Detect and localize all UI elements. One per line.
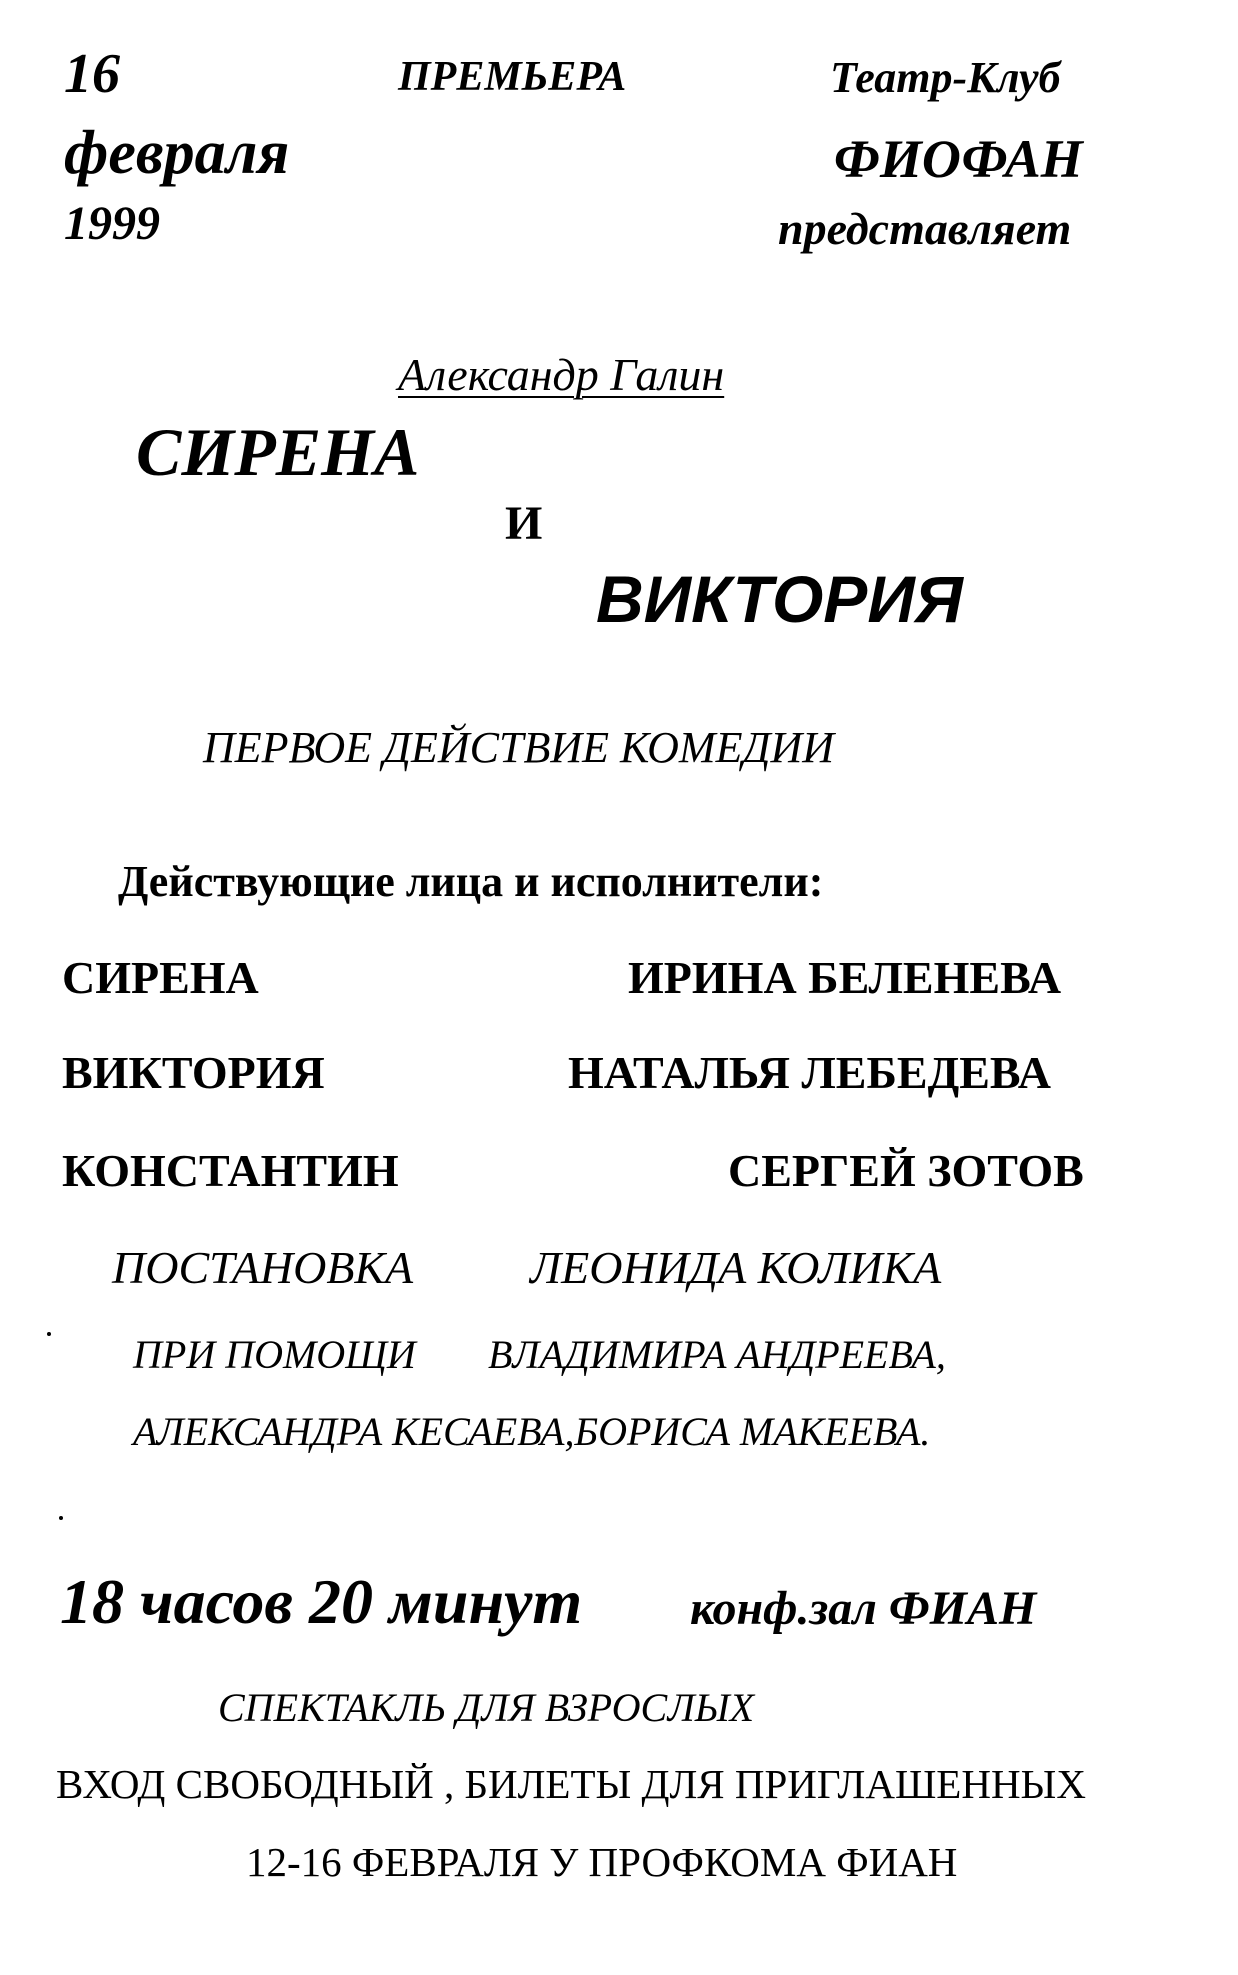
cast-role: ВИКТОРИЯ [62, 1047, 325, 1098]
title-part1: СИРЕНА [136, 414, 420, 490]
theatre-name: ФИОФАН [834, 129, 1083, 189]
date-day: 16 [64, 43, 120, 105]
theatre-club-label: Театр-Клуб [830, 53, 1061, 102]
subtitle: ПЕРВОЕ ДЕЙСТВИЕ КОМЕДИИ [203, 723, 834, 772]
assist-label: ПРИ ПОМОЩИ [133, 1332, 416, 1377]
cast-role: СИРЕНА [62, 952, 259, 1003]
tickets-note: 12-16 ФЕВРАЛЯ У ПРОФКОМА ФИАН [246, 1839, 958, 1885]
scan-speck [59, 1516, 63, 1520]
entry-note: ВХОД СВОБОДНЫЙ , БИЛЕТЫ ДЛЯ ПРИГЛАШЕННЫХ [56, 1761, 1086, 1807]
assist-line2: АЛЕКСАНДРА КЕСАЕВА,БОРИСА МАКЕЕВА. [133, 1409, 931, 1454]
date-month: февраля [64, 119, 290, 187]
event-time: 18 часов 20 минут [60, 1566, 583, 1637]
assist-line1: ВЛАДИМИРА АНДРЕЕВА, [488, 1332, 946, 1377]
premiere-label: ПРЕМЬЕРА [398, 54, 627, 100]
title-and: И [505, 497, 543, 550]
cast-actor: СЕРГЕЙ ЗОТОВ [728, 1145, 1084, 1196]
cast-actor: НАТАЛЬЯ ЛЕБЕДЕВА [568, 1047, 1051, 1098]
scan-speck [47, 1332, 51, 1336]
cast-role: КОНСТАНТИН [62, 1145, 399, 1196]
title-part2: ВИКТОРИЯ [596, 562, 963, 636]
audience-note: СПЕКТАКЛЬ ДЛЯ ВЗРОСЛЫХ [218, 1685, 755, 1730]
staging-label: ПОСТАНОВКА [112, 1242, 414, 1293]
date-year: 1999 [64, 197, 160, 250]
author: Александр Галин [398, 349, 725, 400]
event-venue: конф.зал ФИАН [690, 1582, 1037, 1635]
cast-actor: ИРИНА БЕЛЕНЕВА [628, 952, 1062, 1003]
director: ЛЕОНИДА КОЛИКА [530, 1242, 942, 1293]
presents-label: представляет [778, 203, 1072, 254]
cast-heading: Действующие лица и исполнители: [118, 857, 824, 906]
